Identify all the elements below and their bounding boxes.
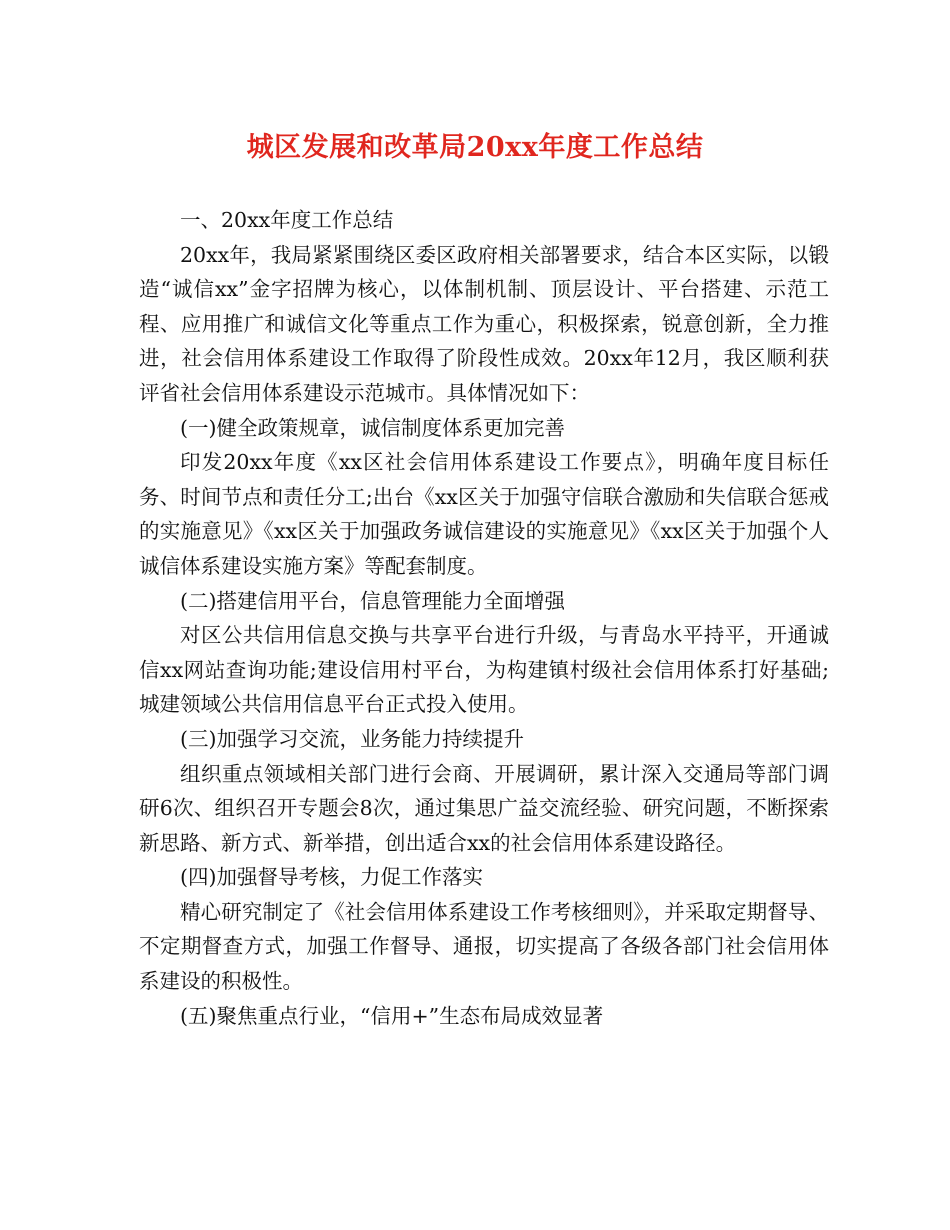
paragraph: 组织重点领域相关部门进行会商、开展调研，累计深入交通局等部门调研6次、组织召开专题会8次，通过集思广益交流经验、研究问题，不断探索新思路、新方式、新举措，创出适合xx的社会信用体系建设路径。 [139, 761, 829, 855]
section-heading: 一、20xx年度工作总结 [180, 208, 394, 232]
paragraph: 对区公共信用信息交换与共享平台进行升级，与青岛水平持平，开通诚信xx网站查询功能;建设信用村平台，为构建镇村级社会信用体系打好基础;城建领域公共信用信息平台正式投入使用。 [139, 623, 829, 717]
subsection-heading: (五)聚焦重点行业，“信用+”生态布局成效显著 [180, 1003, 604, 1028]
subsection-heading: (一)健全政策规章，诚信制度体系更加完善 [180, 415, 565, 440]
subsection-heading: (四)加强督导考核，力促工作落实 [180, 865, 483, 890]
subsection-heading: (三)加强学习交流，业务能力持续提升 [180, 726, 524, 751]
subsection-heading: (二)搭建信用平台，信息管理能力全面增强 [180, 588, 565, 613]
paragraph: 20xx年，我局紧紧围绕区委区政府相关部署要求，结合本区实际，以锻造“诚信xx”金字招牌为核心，以体制机制、顶层设计、平台搭建、示范工程、应用推广和诚信文化等重点工作为重心，积极探索，锐意创新，全力推进，社会信用体系建设工作取得了阶段性成效。20xx年12月，我区顺利获评省社会信用体系建设示范城市。具体情况如下： [139, 242, 829, 405]
paragraph: 精心研究制定了《社会信用体系建设工作考核细则》，并采取定期督导、不定期督查方式，加强工作督导、通报，切实提高了各级各部门社会信用体系建设的积极性。 [139, 899, 829, 994]
document-body [139, 203, 829, 1033]
document-title: 城区发展和改革局20xx年度工作总结 [246, 132, 704, 163]
paragraph: 印发20xx年度《xx区社会信用体系建设工作要点》，明确年度目标任务、时间节点和责任分工;出台《xx区关于加强守信联合激励和失信联合惩戒的实施意见》《xx区关于加强政务诚信建设的实施意见》《xx区关于加强个人诚信体系建设实施方案》等配套制度。 [139, 450, 829, 578]
